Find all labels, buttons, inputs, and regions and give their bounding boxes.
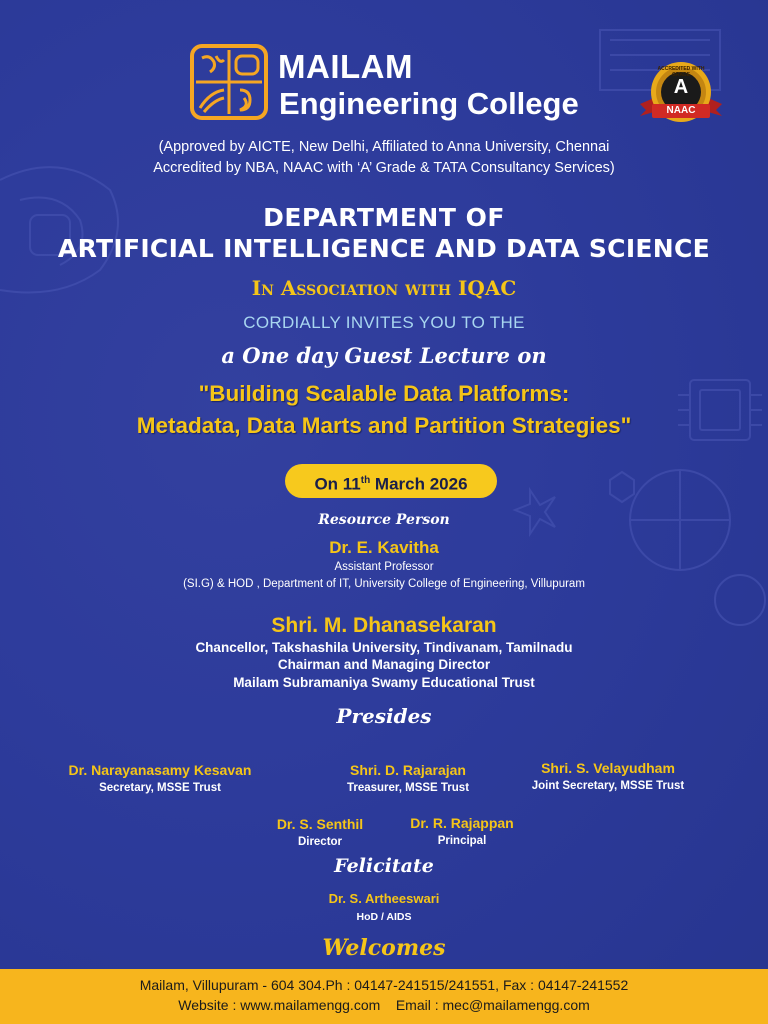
- presides-person: [508, 760, 708, 792]
- approval-line1: (Approved by AICTE, New Delhi, Affiliated to Anna University, Chennai: [158, 139, 610, 155]
- chief-name: Shri. M. Dhanasekaran: [271, 614, 497, 637]
- lecture-title-line1: "Building Scalable Data Platforms:: [198, 381, 570, 406]
- person-name: Dr. Narayanasamy Kesavan: [68, 762, 252, 778]
- resource-person-role-line1: Assistant Professor: [334, 561, 434, 573]
- footer-address: Mailam, Villupuram - 604 304.Ph : 04147-241515/241551, Fax : 04147-241552: [139, 977, 629, 993]
- felicitate-heading: Felicitate: [334, 855, 434, 877]
- resource-person-name: Dr. E. Kavitha: [329, 538, 439, 557]
- person-role: Director: [297, 836, 343, 848]
- person-name: Shri. D. Rajarajan: [350, 762, 466, 778]
- person-role: Treasurer, MSSE Trust: [346, 782, 470, 794]
- cordially-invites-text: CORDIALLY INVITES YOU TO THE: [243, 313, 525, 332]
- date-rest: March 2026: [370, 474, 468, 494]
- felicitate-role: HoD / AIDS: [356, 911, 412, 923]
- badge-top-text: ACCREDITED WITH GRADE: [657, 66, 705, 78]
- presides-person: [392, 815, 532, 847]
- presides-person: [252, 816, 388, 848]
- person-name: Shri. S. Velayudham: [541, 760, 675, 776]
- resource-person-heading: Resource Person: [318, 512, 450, 528]
- approval-line2: Accredited by NBA, NAAC with ‘A’ Grade & TATA Consultancy Services): [153, 160, 615, 176]
- college-logo-icon: [190, 44, 268, 120]
- chief-line1: Chancellor, Takshashila University, Tindivanam, Tamilnadu: [195, 640, 573, 655]
- felicitate-name: Dr. S. Artheeswari: [328, 891, 440, 906]
- presides-heading: Presides: [336, 704, 432, 728]
- chief-line3: Mailam Subramaniya Swamy Educational Trust: [233, 675, 535, 690]
- person-name: Dr. R. Rajappan: [410, 815, 514, 831]
- badge-grade: A: [673, 76, 689, 98]
- contact-footer: [0, 969, 768, 1024]
- person-role: Secretary, MSSE Trust: [99, 782, 221, 794]
- event-type-text: a One day Guest Lecture on: [221, 343, 547, 368]
- lecture-title-line2: Metadata, Data Marts and Partition Strategies": [136, 413, 632, 438]
- college-name-line2: Engineering College: [279, 86, 579, 121]
- association-text: In Association with IQAC: [251, 276, 517, 300]
- person-role: Principal: [437, 835, 487, 847]
- badge-label: NAAC: [666, 105, 696, 116]
- event-date-pill: [285, 464, 497, 498]
- person-role: Joint Secretary, MSSE Trust: [531, 780, 685, 792]
- person-name: Dr. S. Senthil: [276, 816, 364, 832]
- presides-person: [60, 762, 260, 794]
- college-name-line1: MAILAM: [278, 48, 413, 85]
- date-prefix: On 11: [314, 474, 361, 494]
- presides-person: [320, 762, 496, 794]
- welcomes-heading: Welcomes: [322, 935, 446, 961]
- naac-badge: [636, 60, 726, 132]
- department-line2: ARTIFICIAL INTELLIGENCE AND DATA SCIENCE: [57, 234, 711, 263]
- resource-person-role-line2: (SI.G) & HOD , Department of IT, University College of Engineering, Villupuram: [183, 578, 585, 590]
- department-line1: DEPARTMENT OF: [263, 203, 505, 232]
- date-suffix: th: [360, 475, 371, 486]
- chief-line2: Chairman and Managing Director: [277, 657, 491, 672]
- approval-text: [0, 137, 768, 179]
- footer-web-email: Website : www.mailamengg.com Email : mec@mailamengg.com: [178, 997, 590, 1013]
